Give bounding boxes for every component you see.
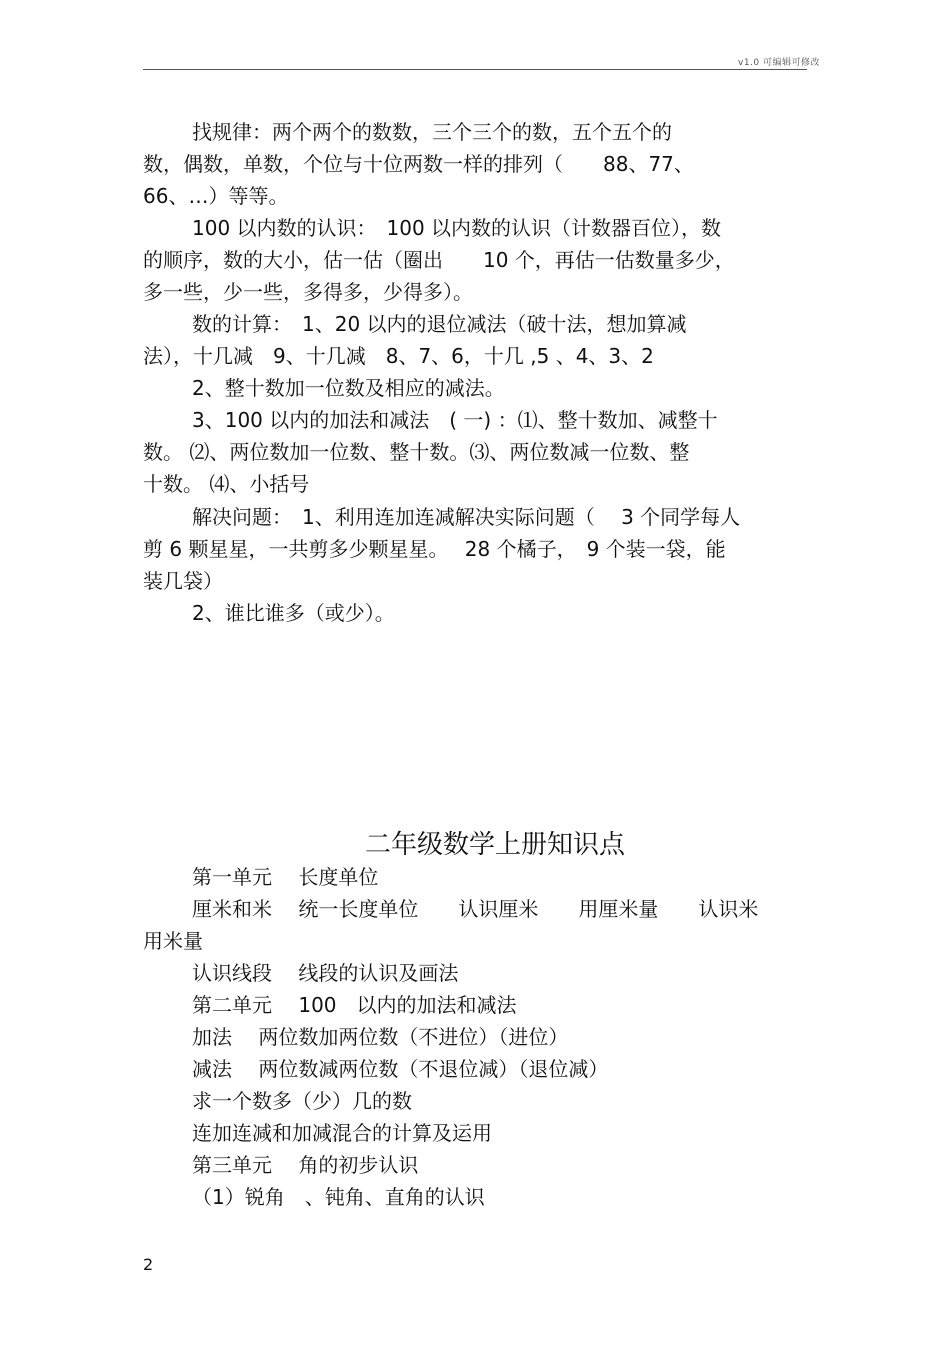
outline-line: 第一单元 长度单位 (192, 865, 379, 889)
outline-line: 厘米和米 统一长度单位 认识厘米 用厘米量 认识米 (192, 897, 759, 921)
outline-line: （1）锐角 、钝角、直角的认识 (192, 1185, 485, 1209)
outline-line: 求一个数多（少）几的数 (192, 1089, 412, 1113)
paragraph-line: 2、谁比谁多（或少）。 (192, 601, 395, 625)
outline-line: 认识线段 线段的认识及画法 (192, 961, 459, 985)
paragraph-line: 66、…）等等。 (143, 184, 289, 208)
paragraph-line: 数的计算： 1、20 以内的退位减法（破十法，想加算减 (192, 312, 687, 336)
paragraph-line: 多一些，少一些，多得多，少得多）。 (143, 280, 473, 304)
paragraph-line: 数，偶数，单数，个位与十位两数一样的排列（ 88、77、 (143, 152, 694, 176)
outline-line: 用米量 (143, 929, 203, 953)
paragraph-line: 找规律：两个两个的数数，三个三个的数，五个五个的 (192, 120, 672, 144)
paragraph-line: 法），十几减 9、十几减 8、7、6，十几 ,5 、4、3、2 (143, 344, 654, 368)
page-number: 2 (143, 1255, 154, 1274)
outline-line: 第二单元 100 以内的加法和减法 (192, 993, 517, 1017)
outline-line: 加法 两位数加两位数（不进位）（进位） (192, 1025, 569, 1049)
paragraph-line: 100 以内数的认识： 100 以内数的认识（计数器百位），数 (192, 216, 722, 240)
header-rule (143, 69, 807, 70)
paragraph-line: 的顺序，数的大小，估一估（圈出 10 个，再估一估数量多少， (143, 248, 735, 272)
paragraph-line: 2、整十数加一位数及相应的减法。 (192, 376, 505, 400)
paragraph-line: 3、100 以内的加法和减法 ( 一) ：⑴、整十数加、减整十 (192, 408, 718, 432)
outline-line: 连加连减和加减混合的计算及运用 (192, 1121, 492, 1145)
section-title: 二年级数学上册知识点 (364, 830, 625, 860)
paragraph-line: 剪 6 颗星星，一共剪多少颗星星。 28 个橘子， 9 个装一袋，能 (143, 537, 726, 561)
paragraph-line: 装几袋） (143, 569, 223, 593)
outline-line: 第三单元 角的初步认识 (192, 1153, 419, 1177)
paragraph-line: 十数。 ⑷、小括号 (143, 472, 310, 496)
header-note: v1.0 可编辑可修改 (738, 58, 821, 68)
paragraph-line: 数。 ⑵、两位数加一位数、整十数。⑶、两位数减一位数、整 (143, 440, 690, 464)
outline-line: 减法 两位数减两位数（不退位减）（退位减） (192, 1057, 609, 1081)
paragraph-line: 解决问题： 1、利用连加连减解决实际问题（ 3 个同学每人 (192, 505, 741, 529)
